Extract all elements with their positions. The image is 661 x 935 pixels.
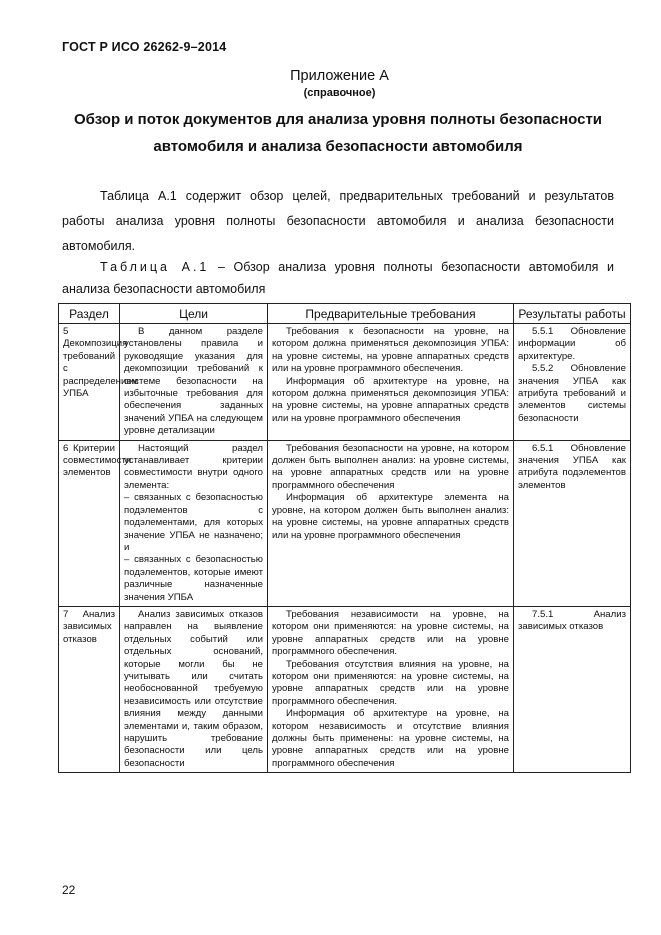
header-prerequisites: Предварительные требования	[268, 304, 514, 324]
prerequisite-paragraph: Требования независимости на уровне, на котором они применяются: на уровне системы, на уровне аппаратных средств или на уровне программного обеспечения.	[272, 608, 509, 658]
table-row	[59, 440, 631, 606]
annex-subtitle: (справочное)	[303, 87, 376, 99]
row-prerequisites	[268, 324, 514, 441]
row-prerequisites	[268, 440, 514, 606]
header-results: Результаты работы	[514, 304, 631, 324]
page-number: 22	[62, 883, 76, 897]
overview-table	[58, 303, 631, 773]
row-results	[514, 606, 631, 772]
annex-title: Приложение А	[290, 68, 389, 84]
row-goals	[120, 324, 268, 441]
table-row	[59, 324, 631, 441]
table-caption-text: – Обзор анализа уровня полноты безопасности автомобиля и анализа безопасности автомобиля	[62, 260, 615, 296]
row-section: 7 Анализ зависимых отказов	[59, 606, 120, 772]
goal-list-item: – связанных с безопасностью подэлементов, которые имеют различные назначенные значения УПБА	[124, 554, 263, 603]
header-section: Раздел	[59, 304, 120, 324]
result-paragraph: 5.5.2 Обновление значения УПБА как атрибута требований и элементов системы безопасности	[518, 363, 626, 424]
row-goals	[120, 606, 268, 772]
row-goals	[120, 440, 268, 606]
annex-heading: Обзор и поток документов для анализа уровня полноты безопасности автомобиля и анализа безопасности автомобиля	[73, 111, 603, 155]
goal-paragraph: Анализ зависимых отказов направлен на выявление отдельных событий или отдельных оснований, которые могли бы не учитывать или считать необоснованной требуемую независимость или отсутствие влияния между данными элементами и, таким образом, нарушить требование безопасности или цель безопасности	[124, 608, 263, 769]
row-results	[514, 324, 631, 441]
goal-paragraph: В данном разделе установлены правила и руководящие указания для декомпозиции требований к системе безопасности на избыточные требования для обеспечения заданных значений УПБА на следующем уровне детализации	[124, 326, 263, 437]
prerequisite-paragraph: Информация об архитектуре на уровне, на котором независимость и отсутствие влияния должны быть применены: на уровне системы, на уровне аппаратных средств или на уровне программного обеспечения	[272, 708, 509, 769]
row-section: 5 Декомпозиция требований с распределением УПБА	[59, 324, 120, 441]
result-paragraph: 7.5.1 Анализ зависимых отказов	[518, 608, 626, 633]
prerequisite-paragraph: Требования безопасности на уровне, на котором должен быть выполнен анализ: на уровне системы, на уровне аппаратных средств или на уровне программного обеспечения	[272, 442, 509, 491]
header-goals: Цели	[120, 304, 268, 324]
table-caption	[62, 256, 614, 300]
prerequisite-paragraph: Требования отсутствия влияния на уровне, на котором они применяются: на уровне системы, на уровне аппаратных средств или на уровне программного обеспечения.	[272, 658, 509, 707]
row-prerequisites	[268, 606, 514, 772]
prerequisite-paragraph: Требования к безопасности на уровне, на котором должна применяться декомпозиция УПБА: на уровне системы, на уровне аппаратных средств или на уровне программного обеспечения.	[272, 326, 509, 375]
intro-paragraph: Таблица А.1 содержит обзор целей, предварительных требований и результатов работы анализа уровня полноты безопасности автомобиля и анализа безопасности автомобиля.	[62, 189, 614, 253]
result-paragraph: 5.5.1 Обновление информации об архитектуре.	[518, 326, 626, 362]
prerequisite-paragraph: Информация об архитектуре элемента на уровне, на котором должен быть выполнен анализ: на уровне системы, на уровне аппаратных средств или на уровне программного обеспечения	[272, 492, 509, 541]
table-caption-label: Таблица А.1	[100, 260, 210, 274]
standard-code: ГОСТ Р ИСО 26262-9–2014	[62, 40, 227, 54]
table-header-row	[59, 304, 631, 324]
table-row	[59, 606, 631, 772]
goal-paragraph: Настоящий раздел устанавливает критерии совместимости внутри одного элемента:	[124, 442, 263, 491]
result-paragraph: 6.5.1 Обновление значения УПБА как атрибута подэлементов элементов	[518, 442, 626, 491]
row-results	[514, 440, 631, 606]
row-section: 6 Критерии совместимости элементов	[59, 440, 120, 606]
goal-list-item: – связанных с безопасностью подэлементов с подэлементами, для которых значение УПБА не назначено; и	[124, 492, 263, 553]
prerequisite-paragraph: Информация об архитектуре на уровне, на котором должна применяться декомпозиция УПБА: на уровне системы, на уровне аппаратных средств или на уровне программного обеспечения	[272, 375, 509, 424]
